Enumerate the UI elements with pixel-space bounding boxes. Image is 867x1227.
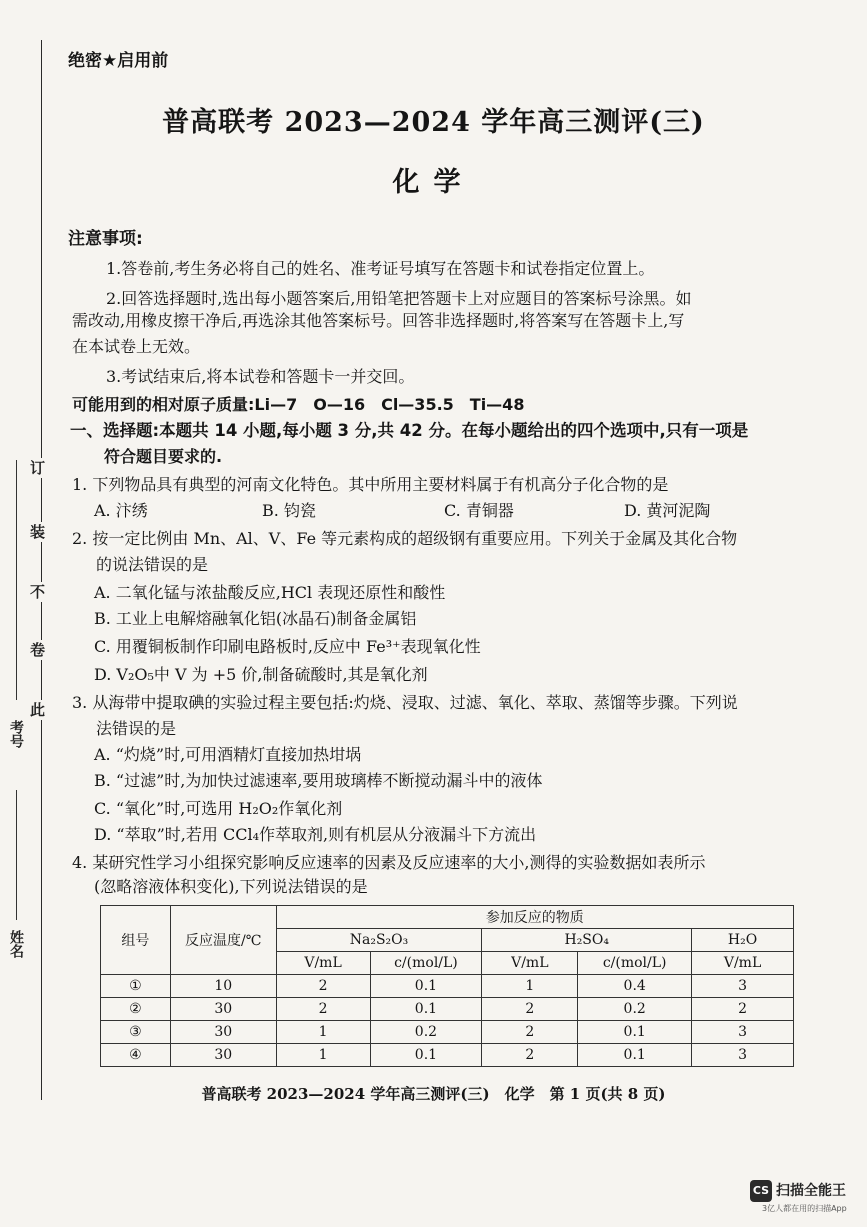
- table-header-volume: V/mL: [482, 952, 578, 975]
- q2-option-d: D. V₂O₅中 V 为 +5 价,制备硫酸时,其是氧化剂: [94, 665, 428, 684]
- confidential-mark: 绝密★启用前: [68, 51, 169, 71]
- binding-word: 装: [30, 523, 46, 541]
- question-1-stem: 1. 下列物品具有典型的河南文化特色。其中所用主要材料属于有机高分子化合物的是: [72, 475, 669, 494]
- binding-word: 订: [30, 459, 46, 477]
- row-acid-conc: 0.2: [578, 998, 692, 1021]
- row-temp: 10: [170, 975, 276, 998]
- question-2-stem: 2. 按一定比例由 Mn、Al、V、Fe 等元素构成的超级钢有重要应用。下列关于金属及其化合物: [72, 529, 738, 548]
- notes-heading: 注意事项:: [68, 229, 143, 249]
- row-temp: 30: [170, 1044, 276, 1067]
- section-heading: 一、选择题:本题共 14 小题,每小题 3 分,共 42 分。在每小题给出的四个选项中,只有一项是: [70, 421, 749, 440]
- row-na-volume: 2: [276, 998, 370, 1021]
- row-temp: 30: [170, 998, 276, 1021]
- row-acid-volume: 1: [482, 975, 578, 998]
- q3-option-a: A. “灼烧”时,可用酒精灯直接加热坩埚: [94, 745, 362, 764]
- atomic-masses: 可能用到的相对原子质量:Li—7 O—16 Cl—35.5 Ti—48: [72, 395, 525, 414]
- row-na-volume: 1: [276, 1044, 370, 1067]
- row-id: ①: [101, 975, 171, 998]
- q3-option-d: D. “萃取”时,若用 CCl₄作萃取剂,则有机层从分液漏斗下方流出: [94, 825, 537, 844]
- table-header-h2o: H₂O: [692, 929, 794, 952]
- row-water-volume: 3: [692, 1021, 794, 1044]
- note-3: 3.考试结束后,将本试卷和答题卡一并交回。: [106, 367, 415, 386]
- row-id: ③: [101, 1021, 171, 1044]
- row-na-conc: 0.1: [370, 975, 482, 998]
- subject-title: 化学: [392, 167, 475, 198]
- table-header-h2so4: H₂SO₄: [482, 929, 692, 952]
- q3-option-c: C. “氧化”时,可选用 H₂O₂作氧化剂: [94, 799, 343, 818]
- q1-option-b: B. 钧瓷: [262, 501, 316, 520]
- question-3-stem: 3. 从海带中提取碘的实验过程主要包括:灼烧、浸取、过滤、氧化、萃取、蒸馏等步骤。下列说: [72, 693, 738, 712]
- row-id: ②: [101, 998, 171, 1021]
- row-temp: 30: [170, 1021, 276, 1044]
- q3-option-b: B. “过滤”时,为加快过滤速率,要用玻璃棒不断搅动漏斗中的液体: [94, 771, 543, 790]
- question-4-stem-cont: (忽略溶液体积变化),下列说法错误的是: [94, 877, 368, 896]
- exam-title: 普高联考 2023—2024 学年高三测评(三): [162, 107, 705, 138]
- row-na-conc: 0.1: [370, 998, 482, 1021]
- table-header-conc: c/(mol/L): [370, 952, 482, 975]
- row-acid-volume: 2: [482, 1021, 578, 1044]
- camscanner-name: 扫描全能王: [776, 1183, 846, 1199]
- section-heading-cont: 符合题目要求的.: [104, 447, 223, 466]
- row-na-conc: 0.2: [370, 1021, 482, 1044]
- table-header-temp: 反应温度/℃: [170, 906, 276, 975]
- table-row: [101, 998, 794, 1021]
- q1-option-a: A. 汴绣: [94, 501, 148, 520]
- page-footer: 普高联考 2023—2024 学年高三测评(三) 化学 第 1 页(共 8 页): [201, 1085, 666, 1103]
- table-row: [101, 975, 794, 998]
- row-na-conc: 0.1: [370, 1044, 482, 1067]
- row-na-volume: 1: [276, 1021, 370, 1044]
- exam-number-line: [16, 460, 18, 700]
- table-header-na2s2o3: Na₂S₂O₃: [276, 929, 482, 952]
- row-acid-conc: 0.1: [578, 1044, 692, 1067]
- table-header-conc: c/(mol/L): [578, 952, 692, 975]
- camscanner-tagline: 3亿人都在用的扫描App: [762, 1204, 847, 1213]
- table-row: [101, 1044, 794, 1067]
- row-acid-volume: 2: [482, 998, 578, 1021]
- camscanner-logo-icon: CS: [750, 1180, 772, 1202]
- question-3-stem-cont: 法错误的是: [96, 719, 177, 738]
- binding-word: 此: [30, 701, 46, 719]
- row-acid-conc: 0.1: [578, 1021, 692, 1044]
- exam-number-label: 考号: [8, 720, 24, 748]
- q2-option-b: B. 工业上电解熔融氧化铝(冰晶石)制备金属铝: [94, 609, 417, 628]
- table-row: [101, 1021, 794, 1044]
- name-label: 姓名: [8, 930, 24, 958]
- row-na-volume: 2: [276, 975, 370, 998]
- row-id: ④: [101, 1044, 171, 1067]
- experiment-table: [100, 905, 794, 1067]
- q1-option-d: D. 黄河泥陶: [624, 501, 711, 520]
- name-line: [16, 790, 18, 920]
- q2-option-a: A. 二氧化锰与浓盐酸反应,HCl 表现还原性和酸性: [94, 583, 446, 602]
- row-acid-volume: 2: [482, 1044, 578, 1067]
- q1-option-c: C. 青铜器: [444, 501, 514, 520]
- note-2-cont: 需改动,用橡皮擦干净后,再选涂其他答案标号。回答非选择题时,将答案写在答题卡上,写: [72, 311, 685, 330]
- note-2: 2.回答选择题时,选出每小题答案后,用铅笔把答题卡上对应题目的答案标号涂黑。如: [106, 289, 692, 308]
- binding-word: 卷: [30, 641, 46, 659]
- question-2-stem-cont: 的说法错误的是: [96, 555, 209, 574]
- binding-line: [41, 40, 43, 1100]
- table-header-group: 组号: [101, 906, 171, 975]
- row-water-volume: 2: [692, 998, 794, 1021]
- q2-option-c: C. 用覆铜板制作印刷电路板时,反应中 Fe³⁺表现氧化性: [94, 637, 481, 656]
- table-header-volume: V/mL: [692, 952, 794, 975]
- table-header-volume: V/mL: [276, 952, 370, 975]
- row-water-volume: 3: [692, 975, 794, 998]
- row-water-volume: 3: [692, 1044, 794, 1067]
- note-2-end: 在本试卷上无效。: [72, 337, 201, 356]
- row-acid-conc: 0.4: [578, 975, 692, 998]
- note-1: 1.答卷前,考生务必将自己的姓名、准考证号填写在答题卡和试卷指定位置上。: [106, 259, 655, 278]
- question-4-stem: 4. 某研究性学习小组探究影响反应速率的因素及反应速率的大小,测得的实验数据如表所示: [72, 853, 706, 872]
- table-header-substances: 参加反应的物质: [276, 906, 793, 929]
- binding-word: 不: [30, 583, 46, 601]
